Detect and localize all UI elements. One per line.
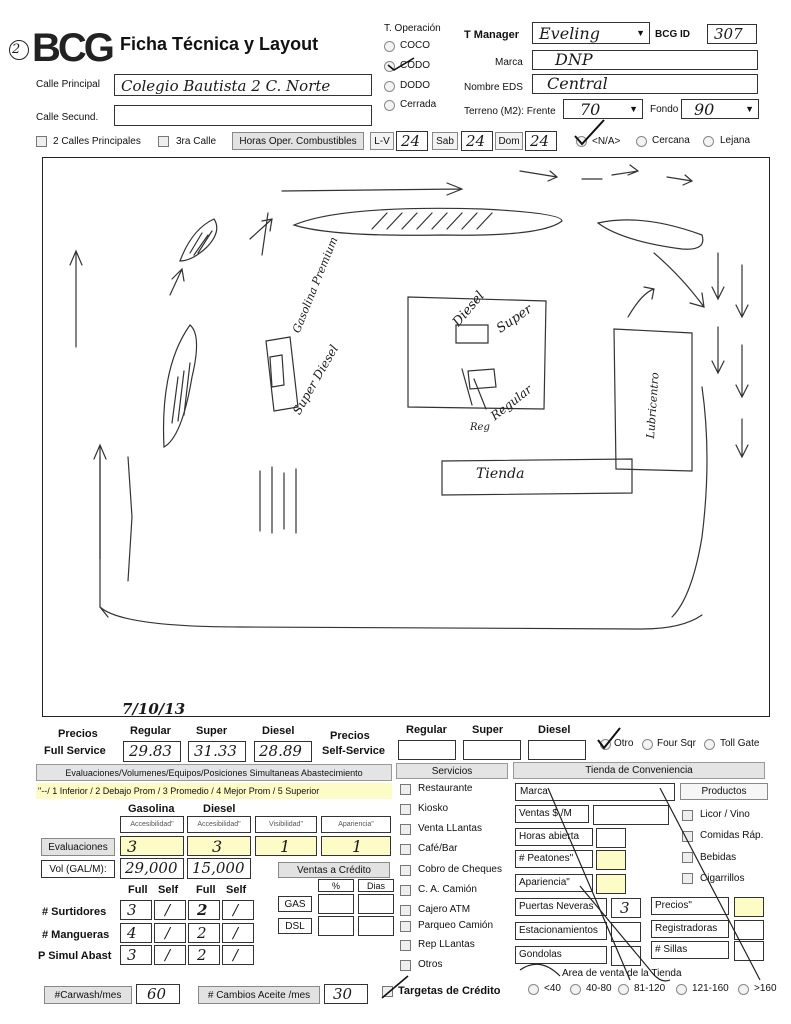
mangueras-full-gas[interactable] [120,923,152,943]
nombre-eds-label: Nombre EDS [464,82,523,93]
t-operacion-label: T. Operación [384,23,441,34]
chk-venta-llantas[interactable] [400,824,411,835]
sketch-label-super: Super [494,301,536,337]
radio-area-121-160-label: 121-160 [692,983,729,994]
sketch-label-reg: Reg [470,422,490,433]
sketch-label-diesel: Diesel [450,288,488,330]
simul-self-diesel[interactable] [222,945,254,965]
self-super-field[interactable] [463,740,521,760]
chk-cobro-cheques-label: Cobro de Cheques [418,864,502,875]
layout-sketch [42,157,770,717]
sketch-label-regular: Regular [488,382,535,424]
chk-cobro-cheques[interactable] [400,865,411,876]
chk-restaurante-label: Restaurante [418,783,473,794]
carwash-field[interactable] [136,984,180,1004]
puertas-neveras-value: 3 [620,899,630,917]
radio-four-sqr[interactable] [642,739,653,750]
precios-self-label-2: Self-Service [322,745,385,757]
radio-cercana[interactable] [636,136,647,147]
apariencia-tienda-label: Apariencia" [515,874,593,892]
chk-parqueo-camion-label: Parqueo Camión [418,920,494,931]
bcg-id-field[interactable] [707,24,757,44]
eval-visibilidad-value: 1 [280,837,291,856]
col-regular-full: Regular [130,725,171,737]
chevron-down-icon: ▼ [636,28,645,38]
gas-pct-field[interactable] [318,894,354,914]
dsl-dias-field[interactable] [358,916,394,936]
eval-diesel-value: 3 [212,837,223,856]
fondo-value: 90 [694,100,715,119]
chk-cigarrillos-label: Cigarrillos [700,873,745,884]
dsl-pct-field[interactable] [318,916,354,936]
chk-otros-label: Otros [418,959,443,970]
radio-area-121-160[interactable] [676,984,687,995]
peatones-label: # Peatones" [515,850,593,868]
gasolina-header: Gasolina [128,803,175,815]
col-super-full: Super [196,725,228,737]
eval-gas-field[interactable] [120,836,184,856]
sillas-label: # Sillas [651,941,729,959]
radio-toll-gate-label: Toll Gate [720,738,760,749]
radio-cercana-label: Cercana [652,135,690,146]
radio-codo-label: CODO [400,60,430,71]
diesel-header: Diesel [203,803,236,815]
codo-checkmark [386,56,416,72]
full-regular-field[interactable] [123,741,181,762]
radio-area-40-80[interactable] [570,984,581,995]
chevron-down-icon: ▼ [745,104,754,114]
gas-label: GAS [278,896,312,912]
chk-ca-camion-label: C. A. Camión [418,884,477,895]
nombre-eds-field[interactable] [532,74,758,94]
puertas-neveras-label: Puertas Neveras [515,898,607,916]
dias-header: Dias [358,879,394,892]
surtidores-full-gas[interactable] [120,900,152,920]
mangueras-full-gas-value: 4 [127,924,137,942]
nombre-eds-value: Central [547,74,608,93]
precios-full-label-1: Precios [58,728,98,740]
gas-dias-field[interactable] [358,894,394,914]
full-super-value: 31.33 [194,742,237,760]
simul-full-diesel-value: 2 [197,946,207,964]
terreno-frente-label: Terreno (M2): Frente [464,106,556,117]
col-super-self: Super [472,724,504,736]
chk-bebidas-label: Bebidas [700,852,737,863]
cambios-aceite-value: 30 [333,985,353,1003]
evaluaciones-title-bar: Evaluaciones/Volumenes/Equipos/Posiciones Simultaneas Abastecimiento [36,764,392,781]
ventas-credito-label: Ventas a Crédito [278,862,390,878]
surtidores-label: # Surtidores [42,906,107,918]
calle-principal-label: Calle Principal [36,79,100,90]
chk-otros[interactable] [400,960,411,971]
sketch-label-gasolina: Gasolina Premium [290,235,341,335]
vol-diesel-field[interactable] [187,858,251,879]
chk-kiosko-label: Kiosko [418,803,449,814]
simul-self-gas[interactable] [154,945,186,965]
dsl-label: DSL [278,918,312,934]
surtidores-full-diesel[interactable] [188,900,220,920]
mangueras-self-diesel[interactable] [222,923,254,943]
horas-oper-button[interactable]: Horas Oper. Combustibles [232,132,364,150]
chk-rep-llantas[interactable] [400,940,411,951]
chk-cafe-bar-label: Café/Bar [418,843,458,854]
radio-otro-label: Otro [614,738,634,749]
registradoras-label: Registradoras [651,920,729,938]
radio-dodo[interactable] [384,81,395,92]
chk-ca-camion[interactable] [400,885,411,896]
radio-lejana[interactable] [703,136,714,147]
full-diesel-field[interactable] [254,741,312,762]
accesibilidad-diesel-select[interactable]: Accesibilidad" [187,816,251,833]
simul-full-gas[interactable] [120,945,152,965]
radio-toll-gate[interactable] [704,739,715,750]
dom-label: Dom [495,132,523,150]
dom-value: 24 [530,132,550,150]
marca-field[interactable] [532,50,758,70]
chk-kiosko[interactable] [400,804,411,815]
frente-value: 70 [580,100,601,119]
checkbox-2-calles[interactable] [36,136,47,147]
surtidores-full-gas-value: 3 [127,901,137,919]
chk-parqueo-camion[interactable] [400,921,411,932]
calle-secund-label: Calle Secund. [36,112,99,123]
full-super-field[interactable] [188,741,246,762]
radio-coco-label: COCO [400,40,430,51]
bcg-id-label: BCG ID [655,29,690,40]
estacionamientos-label: Estacionamientos [515,922,607,940]
area-venta-label: Area de venta de la Tienda [562,968,682,979]
chk-cajero-atm-label: Cajero ATM [418,904,471,915]
radio-cerrada-label: Cerrada [400,99,437,110]
full-regular-value: 29.83 [129,742,172,760]
radio-area-gt160[interactable] [738,984,749,995]
bcg-id-value: 307 [714,25,743,43]
tienda-pen-strokes [510,780,780,1000]
dom-field[interactable] [525,131,557,151]
mangueras-self-gas[interactable] [154,923,186,943]
self-regular-field[interactable] [398,740,456,760]
tienda-marca-label: Marca [520,786,548,797]
vol-label: Vol (GAL/M): [41,860,115,878]
servicios-title: Servicios [396,763,508,779]
eval-diesel-field[interactable] [187,836,251,856]
t-manager-select[interactable] [532,22,650,44]
sketch-label-lubricentro: Lubricentro [644,371,662,439]
frente-select[interactable] [563,99,643,119]
radio-area-lt40-label: <40 [544,983,561,994]
col-diesel-self: Diesel [538,724,571,736]
full-header-gas: Full [128,884,148,896]
vol-gasolina-field[interactable] [120,858,184,879]
simul-full-gas-value: 3 [127,946,137,964]
sketch-label-tienda: Tienda [476,466,525,482]
cambios-aceite-field[interactable] [324,984,368,1004]
calle-principal-field[interactable] [114,74,372,96]
checkbox-3ra-calle[interactable] [158,136,169,147]
radio-area-lt40[interactable] [528,984,539,995]
fondo-label: Fondo [650,104,679,115]
mangueras-self-diesel-value: / [233,924,239,942]
sab-field[interactable] [461,131,493,151]
chk-licor-vino-label: Licor / Vino [700,809,750,820]
radio-na-label: <N/A> [592,136,621,147]
t-manager-label: T Manager [464,29,520,41]
accesibilidad-gas-select[interactable]: Accesibilidad" [120,816,184,833]
eval-apariencia-value: 1 [352,837,363,856]
pct-header: % [318,879,354,892]
simul-self-diesel-value: / [233,946,239,964]
col-regular-self: Regular [406,724,447,736]
radio-area-81-120[interactable] [618,984,629,995]
sketch-date: 7/10/13 [122,700,186,718]
chk-targetas-credito-label: Targetas de Crédito [398,985,501,997]
lv-field[interactable] [396,131,428,151]
sketch-label-super-diesel: Super Diesel [290,342,342,417]
calle-secund-field[interactable] [114,105,372,126]
productos-button[interactable]: Productos [680,783,768,800]
fondo-select[interactable] [681,99,759,119]
calle-principal-value: Colegio Bautista 2 C. Norte [121,77,331,95]
ventas-label: Ventas $ /M [515,805,589,823]
self-header-gas: Self [158,884,179,896]
lv-value: 24 [401,132,421,150]
horas-abierta-label: Horas abierta [515,828,593,846]
page-title: Ficha Técnica y Layout [120,34,319,54]
carwash-label: #Carwash/mes [44,986,132,1004]
radio-area-gt160-label: >160 [754,983,777,994]
full-diesel-value: 28.89 [259,742,302,760]
radio-lejana-label: Lejana [720,135,751,146]
apariencia-select[interactable]: Apariencia" [321,816,391,833]
checkbox-3ra-calle-label: 3ra Calle [176,136,217,147]
visibilidad-select[interactable]: Visibilidad" [255,816,317,833]
self-diesel-field[interactable] [528,740,586,760]
tienda-title: Tienda de Conveniencia [513,762,765,779]
radio-coco[interactable] [384,41,395,52]
bcg-logo: BCG [32,26,112,70]
radio-area-40-80-label: 40-80 [586,983,612,994]
eval-gas-value: 3 [127,837,138,856]
carwash-value: 60 [147,985,167,1003]
mangueras-full-diesel[interactable] [188,923,220,943]
precios-full-label-2: Full Service [44,745,106,757]
chk-restaurante[interactable] [400,784,411,795]
t-manager-value: Eveling [539,24,600,43]
simul-abast-label: P Simul Abast [38,950,112,962]
chk-venta-llantas-label: Venta LLantas [418,823,482,834]
radio-cerrada[interactable] [384,100,395,111]
chk-cajero-atm[interactable] [400,905,411,916]
surtidores-self-gas[interactable] [154,900,186,920]
page-number-circle [9,40,29,60]
precios-tienda-label: Precios" [651,897,729,915]
chk-cafe-bar[interactable] [400,844,411,855]
surtidores-self-gas-value: / [165,901,171,919]
sab-label: Sab [432,132,458,150]
chk-comidas-rap-label: Comidas Ráp. [700,830,764,841]
evaluation-scale: "--/ 1 Inferior / 2 Debajo Prom / 3 Promedio / 4 Mejor Prom / 5 Superior [36,783,392,799]
col-diesel-full: Diesel [262,725,295,737]
self-header-diesel: Self [226,884,247,896]
vol-diesel-value: 15,000 [192,859,245,877]
vol-gasolina-value: 29,000 [125,859,178,877]
lv-label: L-V [370,132,394,150]
eval-visibilidad-field[interactable] [255,836,317,856]
surtidores-self-diesel-value: / [233,901,239,919]
radio-area-81-120-label: 81-120 [634,983,666,994]
simul-full-diesel[interactable] [188,945,220,965]
mangueras-label: # Mangueras [42,929,110,941]
radio-dodo-label: DODO [400,80,430,91]
precios-self-label-1: Precios [330,730,370,742]
simul-self-gas-value: / [165,946,171,964]
mangueras-full-diesel-value: 2 [197,924,207,942]
sab-value: 24 [466,132,486,150]
surtidores-full-diesel-value: 2 [197,901,208,919]
radio-four-sqr-label: Four Sqr [657,738,696,749]
eval-apariencia-field[interactable] [321,836,391,856]
chk-rep-llantas-label: Rep LLantas [418,939,475,950]
gondolas-label: Gondolas [515,946,607,964]
chevron-down-icon: ▼ [629,104,638,114]
cambios-aceite-label: # Cambios Aceite /mes [198,986,320,1004]
page-number-mark: 2 [12,42,21,57]
marca-value: DNP [555,50,593,69]
checkbox-2-calles-label: 2 Calles Principales [53,136,141,147]
evaluaciones-label: Evaluaciones [41,838,115,856]
marca-label: Marca [495,57,523,68]
surtidores-self-diesel[interactable] [222,900,254,920]
mangueras-self-gas-value: / [165,924,171,942]
full-header-diesel: Full [196,884,216,896]
